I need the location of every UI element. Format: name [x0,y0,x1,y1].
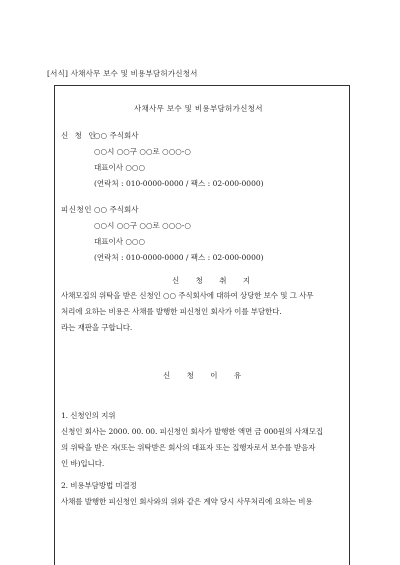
applicant-representative: 대표이사 ○○○ [94,163,145,172]
reason-line: 신청인 회사는 2000. 00. 00. 피신청인 회사가 발행한 액면 금 000원의 사채모집 [61,427,323,436]
reason-heading: 신 청 이 유 [163,371,249,380]
applicant-name: ○○ 주식회사 [94,131,139,140]
purpose-line: 처리에 요하는 비용은 사채를 발행한 피신청인 회사가 이를 부담한다. [61,307,282,316]
reason-section-title: 1. 신청인의 지위 [61,411,116,420]
form-label: [서식] 사채사무 보수 및 비용부담허가신청서 [47,69,198,78]
respondent-contact: (연락처 : 010-0000-0000 / 팩스 : 02-000-0000) [94,253,264,262]
respondent-address: ○○시 ○○구 ○○로 ○○○-○ [94,221,191,230]
purpose-line: 라는 재판을 구합니다. [61,323,133,332]
applicant-label: 신 청 인 [61,131,98,140]
reason-section-title: 2. 비용부담방법 미결정 [61,481,137,490]
applicant-address: ○○시 ○○구 ○○로 ○○○-○ [94,147,191,156]
reason-line: 의 위탁을 받은 자(또는 위탁받은 회사의 대표자 또는 집행자로서 보수를 받음자 [61,443,316,452]
reason-line: 인 바)입니다. [61,459,105,468]
respondent-representative: 대표이사 ○○○ [94,237,145,246]
purpose-heading: 신 청 취 지 [172,276,258,285]
applicant-contact: (연락처 : 010-0000-0000 / 팩스 : 02-000-0000) [94,179,264,188]
reason-line: 사채를 발행한 피신청인 회사와의 위와 같은 계약 당시 사무처리에 요하는 비용 [61,497,313,506]
document-title: 사채사무 보수 및 비용부담허가신청서 [134,104,263,113]
respondent-name: ○○ 주식회사 [94,205,139,214]
purpose-line: 사채모집의 위탁을 받은 신청인 ○○ 주식회사에 대하여 상당한 보수 및 그 사무 [61,291,314,300]
respondent-label: 피신청인 [61,205,92,214]
